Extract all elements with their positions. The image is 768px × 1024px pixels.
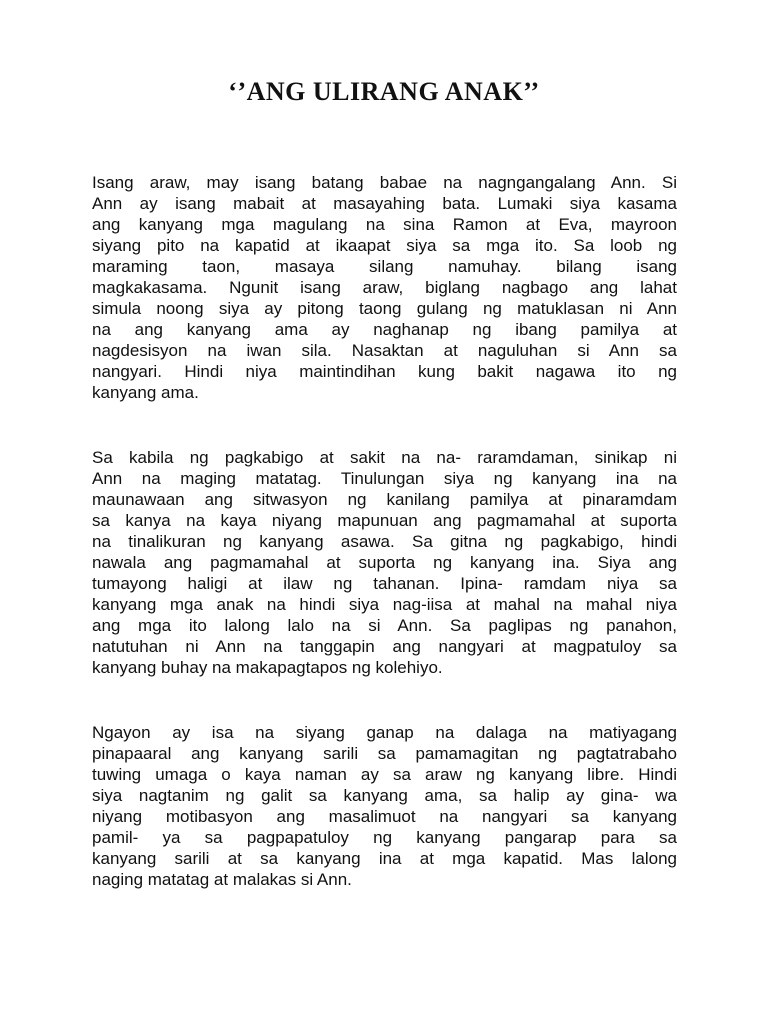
text-line: magkakasama. Ngunit isang araw, biglang nagbago ang lahat [92,278,677,297]
text-line: ang mga ito lalong lalo na si Ann. Sa paglipas ng panahon, [92,616,677,635]
text-line: nagdesisyon na iwan sila. Nasaktan at naguluhan si Ann sa [92,341,677,360]
paragraph-2 [92,447,677,678]
document-title: ‘’ANG ULIRANG ANAK’’ [228,77,540,106]
text-line: na tinalikuran ng kanyang asawa. Sa gitna ng pagkabigo, hindi [92,532,677,551]
document-body [92,172,677,934]
text-line: kanyang mga anak na hindi siya nag-iisa at mahal na mahal niya [92,595,677,614]
text-line: niyang motibasyon ang masalimuot na nangyari sa kanyang [92,807,677,826]
text-line: kanyang sarili at sa kanyang ina at mga kapatid. Mas lalong [92,849,677,868]
text-line: ang kanyang mga magulang na sina Ramon at Eva, mayroon [92,215,677,234]
text-line: maunawaan ang sitwasyon ng kanilang pamilya at pinaramdam [92,490,677,509]
text-line: natutuhan ni Ann na tanggapin ang nangyari at magpatuloy sa [92,637,677,656]
text-line: sa kanya na kaya niyang mapunuan ang pagmamahal at suporta [92,511,677,530]
text-line: nawala ang pagmamahal at suporta ng kanyang ina. Siya ang [92,553,677,572]
text-line: maraming taon, masaya silang namuhay. bilang isang [92,257,677,276]
text-line: Ann ay isang mabait at masayahing bata. Lumaki siya kasama [92,194,677,213]
text-line: siya nagtanim ng galit sa kanyang ama, sa halip ay gina- wa [92,786,677,805]
paragraph-3 [92,722,677,890]
text-line: Ann na maging matatag. Tinulungan siya ng kanyang ina na [92,469,677,488]
text-line: pinapaaral ang kanyang sarili sa pamamagitan ng pagtatrabaho [92,744,677,763]
text-line: Sa kabila ng pagkabigo at sakit na na- raramdaman, sinikap ni [92,448,677,467]
text-line: kanyang ama. [92,383,199,402]
text-line: kanyang buhay na makapagtapos ng kolehiyo. [92,658,443,677]
text-line: nangyari. Hindi niya maintindihan kung bakit nagawa ito ng [92,362,677,381]
text-line: pamil- ya sa pagpapatuloy ng kanyang pangarap para sa [92,828,677,847]
text-line: na ang kanyang ama ay naghanap ng ibang pamilya at [92,320,677,339]
text-line: Ngayon ay isa na siyang ganap na dalaga na matiyagang [92,723,677,742]
text-line: siyang pito na kapatid at ikaapat siya sa mga ito. Sa loob ng [92,236,677,255]
text-line: tumayong haligi at ilaw ng tahanan. Ipina- ramdam niya sa [92,574,677,593]
paragraph-1 [92,172,677,403]
text-line: tuwing umaga o kaya naman ay sa araw ng kanyang libre. Hindi [92,765,677,784]
text-line: Isang araw, may isang batang babae na nagngangalang Ann. Si [92,173,677,192]
text-line: simula noong siya ay pitong taong gulang ng matuklasan ni Ann [92,299,677,318]
text-line: naging matatag at malakas si Ann. [92,870,352,889]
